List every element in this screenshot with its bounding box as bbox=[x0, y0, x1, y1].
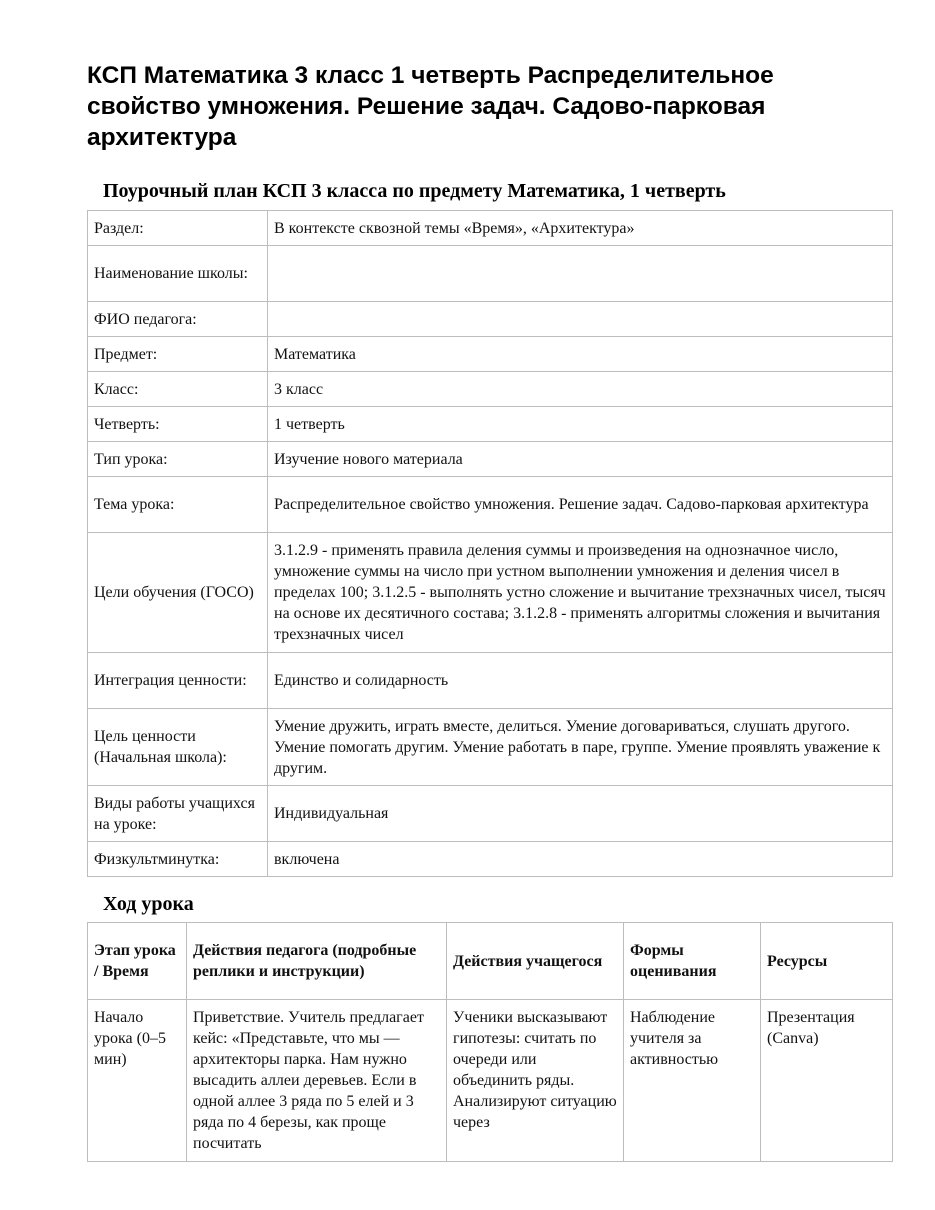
info-label: Класс: bbox=[88, 372, 268, 407]
info-value: Математика bbox=[268, 337, 893, 372]
table-row bbox=[88, 372, 893, 407]
info-value: Умение дружить, играть вместе, делиться. Умение договариваться, слушать другого. Умение помогать другим. Умение работать в паре, группе. Умение проявлять уважение к другим. bbox=[268, 709, 893, 786]
table-row bbox=[88, 477, 893, 533]
lesson-heading: Ход урока bbox=[103, 893, 194, 915]
table-row bbox=[88, 302, 893, 337]
table-row bbox=[88, 786, 893, 842]
info-label: Наименование школы: bbox=[88, 246, 268, 302]
info-label: Предмет: bbox=[88, 337, 268, 372]
lesson-flow-table bbox=[87, 922, 893, 1162]
info-value: В контексте сквозной темы «Время», «Архитектура» bbox=[268, 211, 893, 246]
table-header-row bbox=[88, 923, 893, 1000]
column-header-stage: Этап урока / Время bbox=[88, 923, 187, 1000]
info-label: Четверть: bbox=[88, 407, 268, 442]
document-title: КСП Математика 3 класс 1 четверть Распределительное свойство умножения. Решение задач. Садово-парковая архитектура bbox=[87, 62, 774, 151]
table-row bbox=[88, 653, 893, 709]
table-row bbox=[88, 442, 893, 477]
table-row bbox=[88, 533, 893, 653]
info-label: Тип урока: bbox=[88, 442, 268, 477]
info-label: Виды работы учащихся на уроке: bbox=[88, 786, 268, 842]
lesson-info-table bbox=[87, 210, 893, 877]
info-label: Раздел: bbox=[88, 211, 268, 246]
info-value: Распределительное свойство умножения. Решение задач. Садово-парковая архитектура bbox=[268, 477, 893, 533]
info-value: 1 четверть bbox=[268, 407, 893, 442]
column-header-assessment: Формы оценивания bbox=[624, 923, 761, 1000]
student-actions-cell: Ученики высказывают гипотезы: считать по очереди или объединить ряды. Анализируют ситуацию через bbox=[447, 1000, 624, 1162]
info-value: включена bbox=[268, 842, 893, 877]
info-value bbox=[268, 302, 893, 337]
plan-heading: Поурочный план КСП 3 класса по предмету Математика, 1 четверть bbox=[103, 180, 726, 202]
info-value: Индивидуальная bbox=[268, 786, 893, 842]
column-header-resources: Ресурсы bbox=[761, 923, 893, 1000]
info-label: Интеграция ценности: bbox=[88, 653, 268, 709]
table-row bbox=[88, 407, 893, 442]
info-value: 3 класс bbox=[268, 372, 893, 407]
info-label: Цель ценности (Начальная школа): bbox=[88, 709, 268, 786]
stage-cell: Начало урока (0–5 мин) bbox=[88, 1000, 187, 1162]
info-value bbox=[268, 246, 893, 302]
info-value: 3.1.2.9 - применять правила деления суммы и произведения на однозначное число, умножение суммы на число при устном выполнении умножения и деления чисел в пределах 100; 3.1.2.5 - выполнять устно сложение и вычитание трехзначных чисел, тысяч на основе их десятичного состава; 3.1.2.8 - применять алгоритмы сложения и вычитания трехзначных чисел bbox=[268, 533, 893, 653]
info-label: Цели обучения (ГОСО) bbox=[88, 533, 268, 653]
table-row bbox=[88, 709, 893, 786]
table-row bbox=[88, 246, 893, 302]
table-row bbox=[88, 842, 893, 877]
info-value: Изучение нового материала bbox=[268, 442, 893, 477]
teacher-actions-cell: Приветствие. Учитель предлагает кейс: «Представьте, что мы — архитекторы парка. Нам нужно высадить аллеи деревьев. Если в одной аллее 3 ряда по 5 елей и 3 ряда по 4 березы, как проще посчитать bbox=[187, 1000, 447, 1162]
info-label: Физкультминутка: bbox=[88, 842, 268, 877]
info-label: ФИО педагога: bbox=[88, 302, 268, 337]
assessment-cell: Наблюдение учителя за активностью bbox=[624, 1000, 761, 1162]
table-row bbox=[88, 1000, 893, 1162]
table-row bbox=[88, 211, 893, 246]
table-row bbox=[88, 337, 893, 372]
resources-cell: Презентация (Canva) bbox=[761, 1000, 893, 1162]
column-header-student-actions: Действия учащегося bbox=[447, 923, 624, 1000]
column-header-teacher-actions: Действия педагога (подробные реплики и инструкции) bbox=[187, 923, 447, 1000]
info-label: Тема урока: bbox=[88, 477, 268, 533]
info-value: Единство и солидарность bbox=[268, 653, 893, 709]
